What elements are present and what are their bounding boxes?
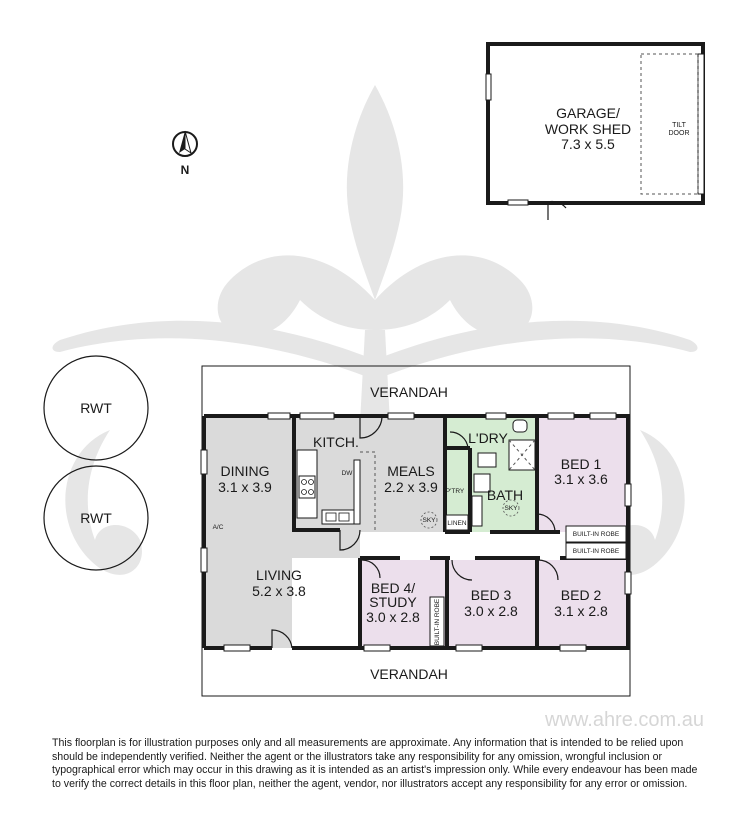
bed4-label-line1: BED 4/ [370, 580, 416, 596]
rwt-label-2: RWT [80, 510, 112, 526]
garage-size: 7.3 x 5.5 [561, 136, 615, 152]
bed4-label-line2: STUDY [369, 594, 417, 610]
robe-label-3: BUILT-IN ROBE [434, 598, 441, 646]
garage [486, 44, 704, 220]
bed4-size: 3.0 x 2.8 [366, 609, 420, 625]
bed3-size: 3.0 x 2.8 [464, 603, 518, 619]
laundry-label: L'DRY [468, 430, 508, 446]
ac-label: A/C [212, 524, 224, 531]
north-arrow-icon [173, 131, 197, 177]
verandah-bottom-label: VERANDAH [370, 666, 448, 682]
garage-label-line1: GARAGE/ [556, 105, 620, 121]
bed2-label: BED 2 [560, 587, 602, 603]
bed2-size: 3.1 x 2.8 [554, 603, 608, 619]
bed1-size: 3.1 x 3.6 [554, 471, 608, 487]
rwt-label-1: RWT [80, 400, 112, 416]
robe-label-1: BUILT-IN ROBE [572, 531, 620, 538]
bed3-label: BED 3 [470, 587, 512, 603]
dining-size: 3.1 x 3.9 [218, 479, 272, 495]
website-watermark: www.ahre.com.au [545, 709, 704, 731]
verandah-top-label: VERANDAH [370, 384, 448, 400]
sky-label-2: SKY [504, 505, 518, 512]
linen-label: LINEN [447, 520, 467, 527]
disclaimer-text: This floorplan is for illustration purposes only and all measurements are approximate. Any information that is intended to be relied upon should be independently verified. Neither the agent or the illustrators take any responsibility for any omission, wrongful inclusion or typographical error which may occur in this drawing as it is intended as an artist's impression only. While every endeavour has been made to verify the correct details in this floor plan, neither the agent, vendor, nor illustrators accept any responsibility for any error or omission. [52, 737, 698, 790]
living-label: LIVING [256, 567, 302, 583]
meals-size: 2.2 x 3.9 [384, 479, 438, 495]
dining-label: DINING [220, 463, 270, 479]
kitchen-label: KITCH. [313, 434, 359, 450]
living-size: 5.2 x 3.8 [252, 583, 306, 599]
garage-label-line2: WORK SHED [544, 121, 632, 137]
pantry-label: P'TRY [445, 488, 465, 495]
robe-label-2: BUILT-IN ROBE [572, 548, 620, 555]
bed1-label: BED 1 [560, 456, 602, 472]
tilt-door-label-1: TILT [672, 122, 686, 129]
dw-label: DW [341, 470, 353, 477]
meals-label: MEALS [387, 463, 435, 479]
bath-label: BATH [486, 487, 524, 503]
sky-label-1: SKY [422, 517, 436, 524]
north-label: N [180, 163, 190, 177]
tilt-door-label-2: DOOR [668, 130, 690, 137]
